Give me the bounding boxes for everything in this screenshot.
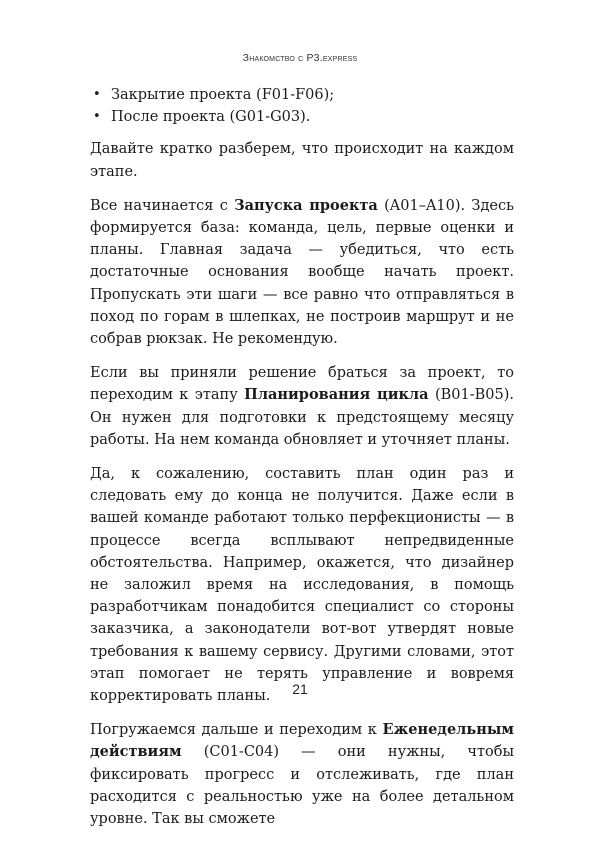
paragraph-weekly-actions <box>90 719 514 830</box>
page-body <box>90 84 514 842</box>
running-header: Знакомство с P3.express <box>242 52 358 64</box>
paragraph-unforeseen: Да, к сожалению, составить план один раз и следовать ему до конца не получится. Даже если в вашей команде работают только перфекционисты — в процессе всегда всплывают непредвиденные обстоятельства. Например, окажется, что дизайнер не заложил время на исследования, в помощь разработчикам понадобится специалист со стороны заказчика, а законодатели вот-вот утвердят новые требования к вашему сервису. Другими словами, этот этап помогает не терять управление и вовремя корректировать планы. <box>90 466 514 705</box>
list-item: • После проекта (G01-G03). <box>90 106 514 128</box>
paragraph-text: (B01-B05). Он нужен для подготовки к предстоящему месяцу работы. На нем команда обновляет и уточняет планы. <box>90 387 514 448</box>
term-project-launch: Запуска проекта <box>234 196 378 214</box>
term-weekly-actions: Еженедельным действиям <box>90 721 514 761</box>
paragraph-cycle-planning <box>90 362 514 451</box>
list-item: • Закрытие проекта (F01-F06); <box>90 84 514 106</box>
paragraph-text: (C01-C04) — они нужны, чтобы фиксировать прогресс и отслеживать, где план расходится с реальностью уже на более детальном уровне. Так вы сможете <box>90 744 514 828</box>
paragraph-text: Погружаемся дальше и переходим к <box>90 722 383 739</box>
paragraph-text: Если вы приняли решение браться за проект, то переходим к этапу <box>90 365 514 404</box>
page-number: 21 <box>292 681 308 697</box>
bullet-list <box>90 84 514 128</box>
paragraph-text: Все начинается с <box>90 197 235 214</box>
term-cycle-planning: Планирования цикла <box>244 386 429 404</box>
paragraph-text: (A01–A10). Здесь формируется база: команда, цель, первые оценки и планы. Главная задача — убедиться, что есть достаточные основания вообще начать проект. Пропускать эти шаги — все равно что отправляться в поход по горам в шлепках, не построив маршрут и не собрав рюкзак. Не рекомендую. <box>90 197 514 348</box>
paragraph-project-launch <box>90 195 514 350</box>
paragraph-intro: Давайте кратко разберем, что происходит на каждом этапе. <box>90 141 514 180</box>
